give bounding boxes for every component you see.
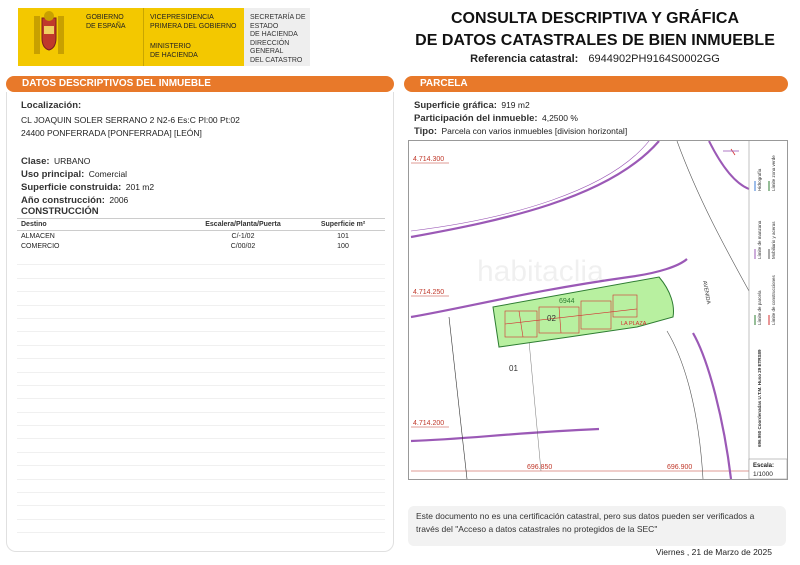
table-row: ALMACEN C/-1/02 101 xyxy=(21,233,349,240)
class-row: Clase: URBANO xyxy=(21,156,91,167)
section-bar-descriptive: DATOS DESCRIPTIVOS DEL INMUEBLE xyxy=(6,76,394,92)
document-date: Viernes , 21 de Marzo de 2025 xyxy=(655,547,772,557)
disclaimer-notice: Este documento no es una certificación catastral, pero sus datos pueden ser verificados a través del "Acceso a datos catastrales no protegidos de la SEC" xyxy=(408,506,786,546)
empty-table-line xyxy=(17,426,385,439)
parcel-02-label: 02 xyxy=(547,314,556,323)
scale-value: 1/1000 xyxy=(753,471,773,478)
coat-of-arms-icon xyxy=(18,8,80,66)
section-bar-parcel: PARCELA xyxy=(404,76,788,92)
empty-table-lines xyxy=(17,252,385,533)
directorate-labels: SECRETARÍA DE ESTADO DE HACIENDA DIRECCIÓN GENERAL DEL CATASTRO xyxy=(244,8,310,66)
empty-table-line xyxy=(17,373,385,386)
map-legend xyxy=(755,155,776,447)
empty-table-line xyxy=(17,279,385,292)
construction-table xyxy=(17,218,385,251)
empty-table-line xyxy=(17,346,385,359)
empty-table-line xyxy=(17,306,385,319)
table-row: COMERCIO C/00/02 100 xyxy=(21,243,349,250)
document-title: CONSULTA DESCRIPTIVA Y GRÁFICA DE DATOS CATASTRALES DE BIEN INMUEBLE xyxy=(415,10,775,49)
type-row: Tipo: Parcela con varios inmuebles [division horizontal] xyxy=(414,126,628,137)
construction-title: CONSTRUCCIÓN xyxy=(21,206,99,217)
empty-table-line xyxy=(17,453,385,466)
coord-y-top: 4.714.300 xyxy=(413,156,445,163)
table-header: Destino Escalera/Planta/Puerta Superficie m² xyxy=(17,218,385,231)
empty-table-line xyxy=(17,399,385,412)
ministry-labels: VICEPRESIDENCIA PRIMERA DEL GOBIERNO MINISTERIO DE HACIENDA xyxy=(150,14,237,59)
empty-table-line xyxy=(17,386,385,399)
empty-table-line xyxy=(17,439,385,452)
coord-system-note: 696.950 Coordenadas U.T.M. Huso 29 ETRS89 xyxy=(757,349,762,447)
parcel-01-label: 01 xyxy=(509,364,518,373)
svg-text:Límite de parcela: Límite de parcela xyxy=(757,290,762,325)
empty-table-line xyxy=(17,265,385,278)
empty-table-line xyxy=(17,319,385,332)
government-logo-block xyxy=(18,8,310,66)
coord-x-right: 696.900 xyxy=(667,464,693,471)
empty-table-line xyxy=(17,520,385,533)
coord-x-left: 696.850 xyxy=(527,464,553,471)
year-row: Año construcción: 2006 xyxy=(21,195,129,206)
empty-table-line xyxy=(17,292,385,305)
parcel-number: 6944 xyxy=(559,298,575,305)
cadastral-reference: Referencia catastral: 6944902PH9164S0002GG xyxy=(470,53,720,65)
location-label: Localización: xyxy=(21,100,82,111)
watermark: habitaclia xyxy=(477,255,604,288)
scale-label: Escala: xyxy=(753,463,775,469)
empty-table-line xyxy=(17,466,385,479)
coord-y-mid: 4.714.250 xyxy=(413,289,445,296)
svg-text:Mobiliario y aceras: Mobiliario y aceras xyxy=(771,221,776,259)
location-line1: CL JOAQUIN SOLER SERRANO 2 N2-6 Es:C Pl:00 Pt:02 xyxy=(21,115,240,125)
svg-text:Límite de manzana: Límite de manzana xyxy=(757,220,762,259)
empty-table-line xyxy=(17,252,385,265)
street-name-2: LA PLAZA xyxy=(621,321,647,327)
use-row: Uso principal: Comercial xyxy=(21,169,128,180)
svg-text:Hidrografía: Hidrografía xyxy=(757,168,762,191)
built-area-row: Superficie construida: 201 m2 xyxy=(21,182,155,193)
empty-table-line xyxy=(17,493,385,506)
svg-text:Límite zona verde: Límite zona verde xyxy=(771,155,776,191)
empty-table-line xyxy=(17,359,385,372)
location-line2: 24400 PONFERRADA [PONFERRADA] [LEÓN] xyxy=(21,128,202,138)
cadastral-map xyxy=(408,140,788,480)
street-name: AVENIDA xyxy=(701,280,712,305)
graphic-area-row: Superficie gráfica: 919 m2 xyxy=(414,100,530,111)
empty-table-line xyxy=(17,413,385,426)
descriptive-panel xyxy=(6,92,394,552)
participation-row: Participación del inmueble: 4,2500 % xyxy=(414,113,578,124)
empty-table-line xyxy=(17,480,385,493)
svg-text:Límite de construcciones: Límite de construcciones xyxy=(771,275,776,325)
gobierno-label: GOBIERNO DE ESPAÑA xyxy=(80,8,144,66)
empty-table-line xyxy=(17,332,385,345)
empty-table-line xyxy=(17,506,385,519)
coord-y-bot: 4.714.200 xyxy=(413,420,445,427)
